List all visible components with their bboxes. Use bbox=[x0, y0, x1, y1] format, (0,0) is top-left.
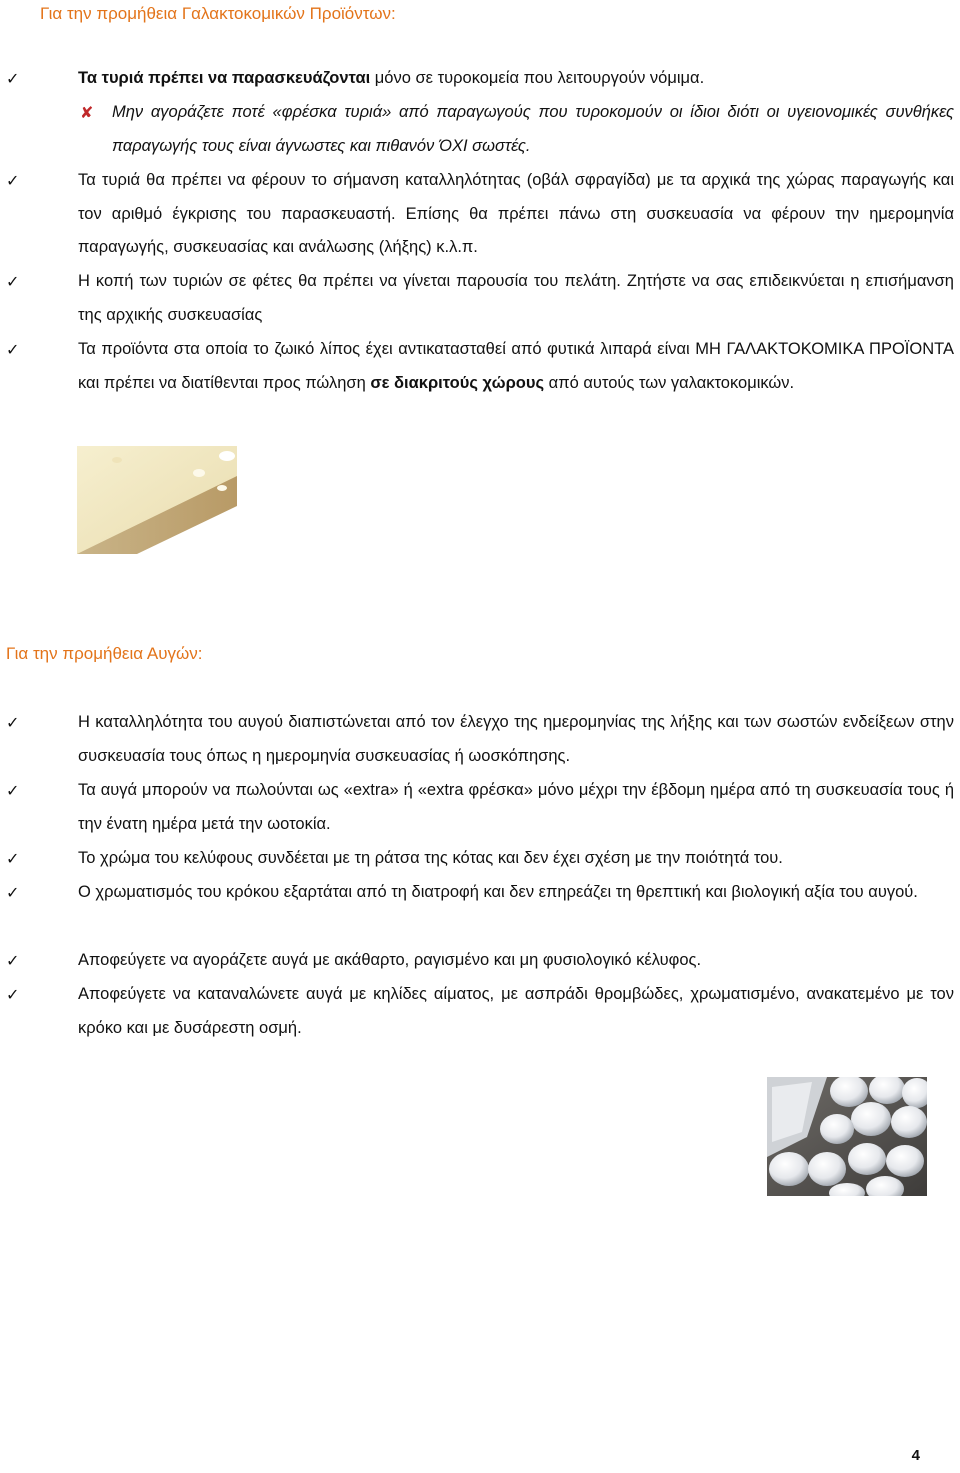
dairy-item-1-text: μόνο σε τυροκομεία που λειτουργούν νόμιμα. bbox=[370, 69, 705, 87]
check-icon: ✓ bbox=[6, 951, 20, 970]
check-icon: ✓ bbox=[6, 985, 20, 1004]
dairy-item-3: Τα τυριά θα πρέπει να φέρουν το σήμανση καταλληλότητας (οβάλ σφραγίδα) με τα αρχικά της χώρας παραγωγής και τον αριθμό έγκρισης του παρασκευαστή. Επίσης θα πρέπει πάνω στη συσκευασία να φέρουν την ημερομηνία παραγωγής, συσκευασίας και ανάλωσης (λήξης) κ.λ.π. bbox=[78, 171, 954, 256]
eggs-item-3: Το χρώμα του κελύφους συνδέεται με τη ράτσα της κότας και δεν έχει σχέση με την ποιότητά του. bbox=[78, 849, 783, 867]
check-icon: ✓ bbox=[6, 713, 20, 732]
cross-icon: ✘ bbox=[80, 103, 94, 122]
dairy-item-1 bbox=[78, 62, 954, 96]
eggs-item-2: Τα αυγά μπορούν να πωλούνται ως «extra» ή «extra φρέσκα» μόνο μέχρι την έβδομη ημέρα από τη συσκευασία τους ή την ένατη ημέρα μετά την ωοτοκία. bbox=[78, 781, 954, 833]
eggs-image bbox=[767, 1077, 927, 1196]
dairy-item-5-pre: Τα προϊόντα στα οποία το ζωικό λίπος έχει αντικατασταθεί από φυτικά λιπαρά είναι ΜΗ ΓΑΛΑΚΤΟΚΟΜΙΚΑ ΠΡΟΪΟΝΤΑ και πρέπει να διατίθενται προς πώληση bbox=[78, 340, 954, 392]
check-icon: ✓ bbox=[6, 781, 20, 800]
check-icon: ✓ bbox=[6, 69, 20, 88]
cheese-image bbox=[77, 446, 237, 554]
dairy-item-1-lead: Τα τυριά πρέπει να παρασκευάζονται bbox=[78, 69, 371, 87]
check-icon: ✓ bbox=[6, 849, 20, 868]
eggs-item-4: Ο χρωματισμός του κρόκου εξαρτάται από τη διατροφή και δεν επηρεάζει τη θρεπτική και βιολογική αξία του αυγού. bbox=[78, 883, 918, 901]
dairy-item-2: Μην αγοράζετε ποτέ «φρέσκα τυριά» από παραγωγούς που τυροκομούν οι ίδιοι διότι οι υγειονομικές συνθήκες παραγωγής τους είναι άγνωστες και πιθανόν ΌΧΙ σωστές. bbox=[112, 103, 954, 155]
eggs-heading: Για την προμήθεια Αυγών: bbox=[6, 644, 203, 663]
dairy-item-5-bold: σε διακριτούς χώρους bbox=[370, 373, 545, 392]
check-icon: ✓ bbox=[6, 340, 20, 359]
dairy-item-5-post: από αυτούς των γαλακτοκομικών. bbox=[544, 373, 795, 392]
page-number: 4 bbox=[911, 1447, 920, 1464]
check-icon: ✓ bbox=[6, 171, 20, 190]
dairy-item-5 bbox=[78, 333, 954, 400]
check-icon: ✓ bbox=[6, 883, 20, 902]
dairy-item-4: Η κοπή των τυριών σε φέτες θα πρέπει να γίνεται παρουσία του πελάτη. Ζητήστε να σας επιδεικνύεται η επισήμανση της αρχικής συσκευασίας bbox=[78, 272, 954, 324]
check-icon: ✓ bbox=[6, 272, 20, 291]
eggs-item-6: Αποφεύγετε να καταναλώνετε αυγά με κηλίδες αίματος, με ασπράδι θρομβώδες, χρωματισμένο, ανακατεμένο με τον κρόκο και με δυσάρεστη οσμή. bbox=[78, 985, 954, 1037]
dairy-heading: Για την προμήθεια Γαλακτοκομικών Προϊόντων: bbox=[40, 4, 396, 23]
eggs-item-5: Αποφεύγετε να αγοράζετε αυγά με ακάθαρτο, ραγισμένο και μη φυσιολογικό κέλυφος. bbox=[78, 951, 702, 969]
eggs-item-1: Η καταλληλότητα του αυγού διαπιστώνεται από τον έλεγχο της ημερομηνίας της λήξης και των σωστών ενδείξεων στην συσκευασία τους όπως η ημερομηνία συσκευασίας ή ωοσκόπησης. bbox=[78, 713, 954, 765]
